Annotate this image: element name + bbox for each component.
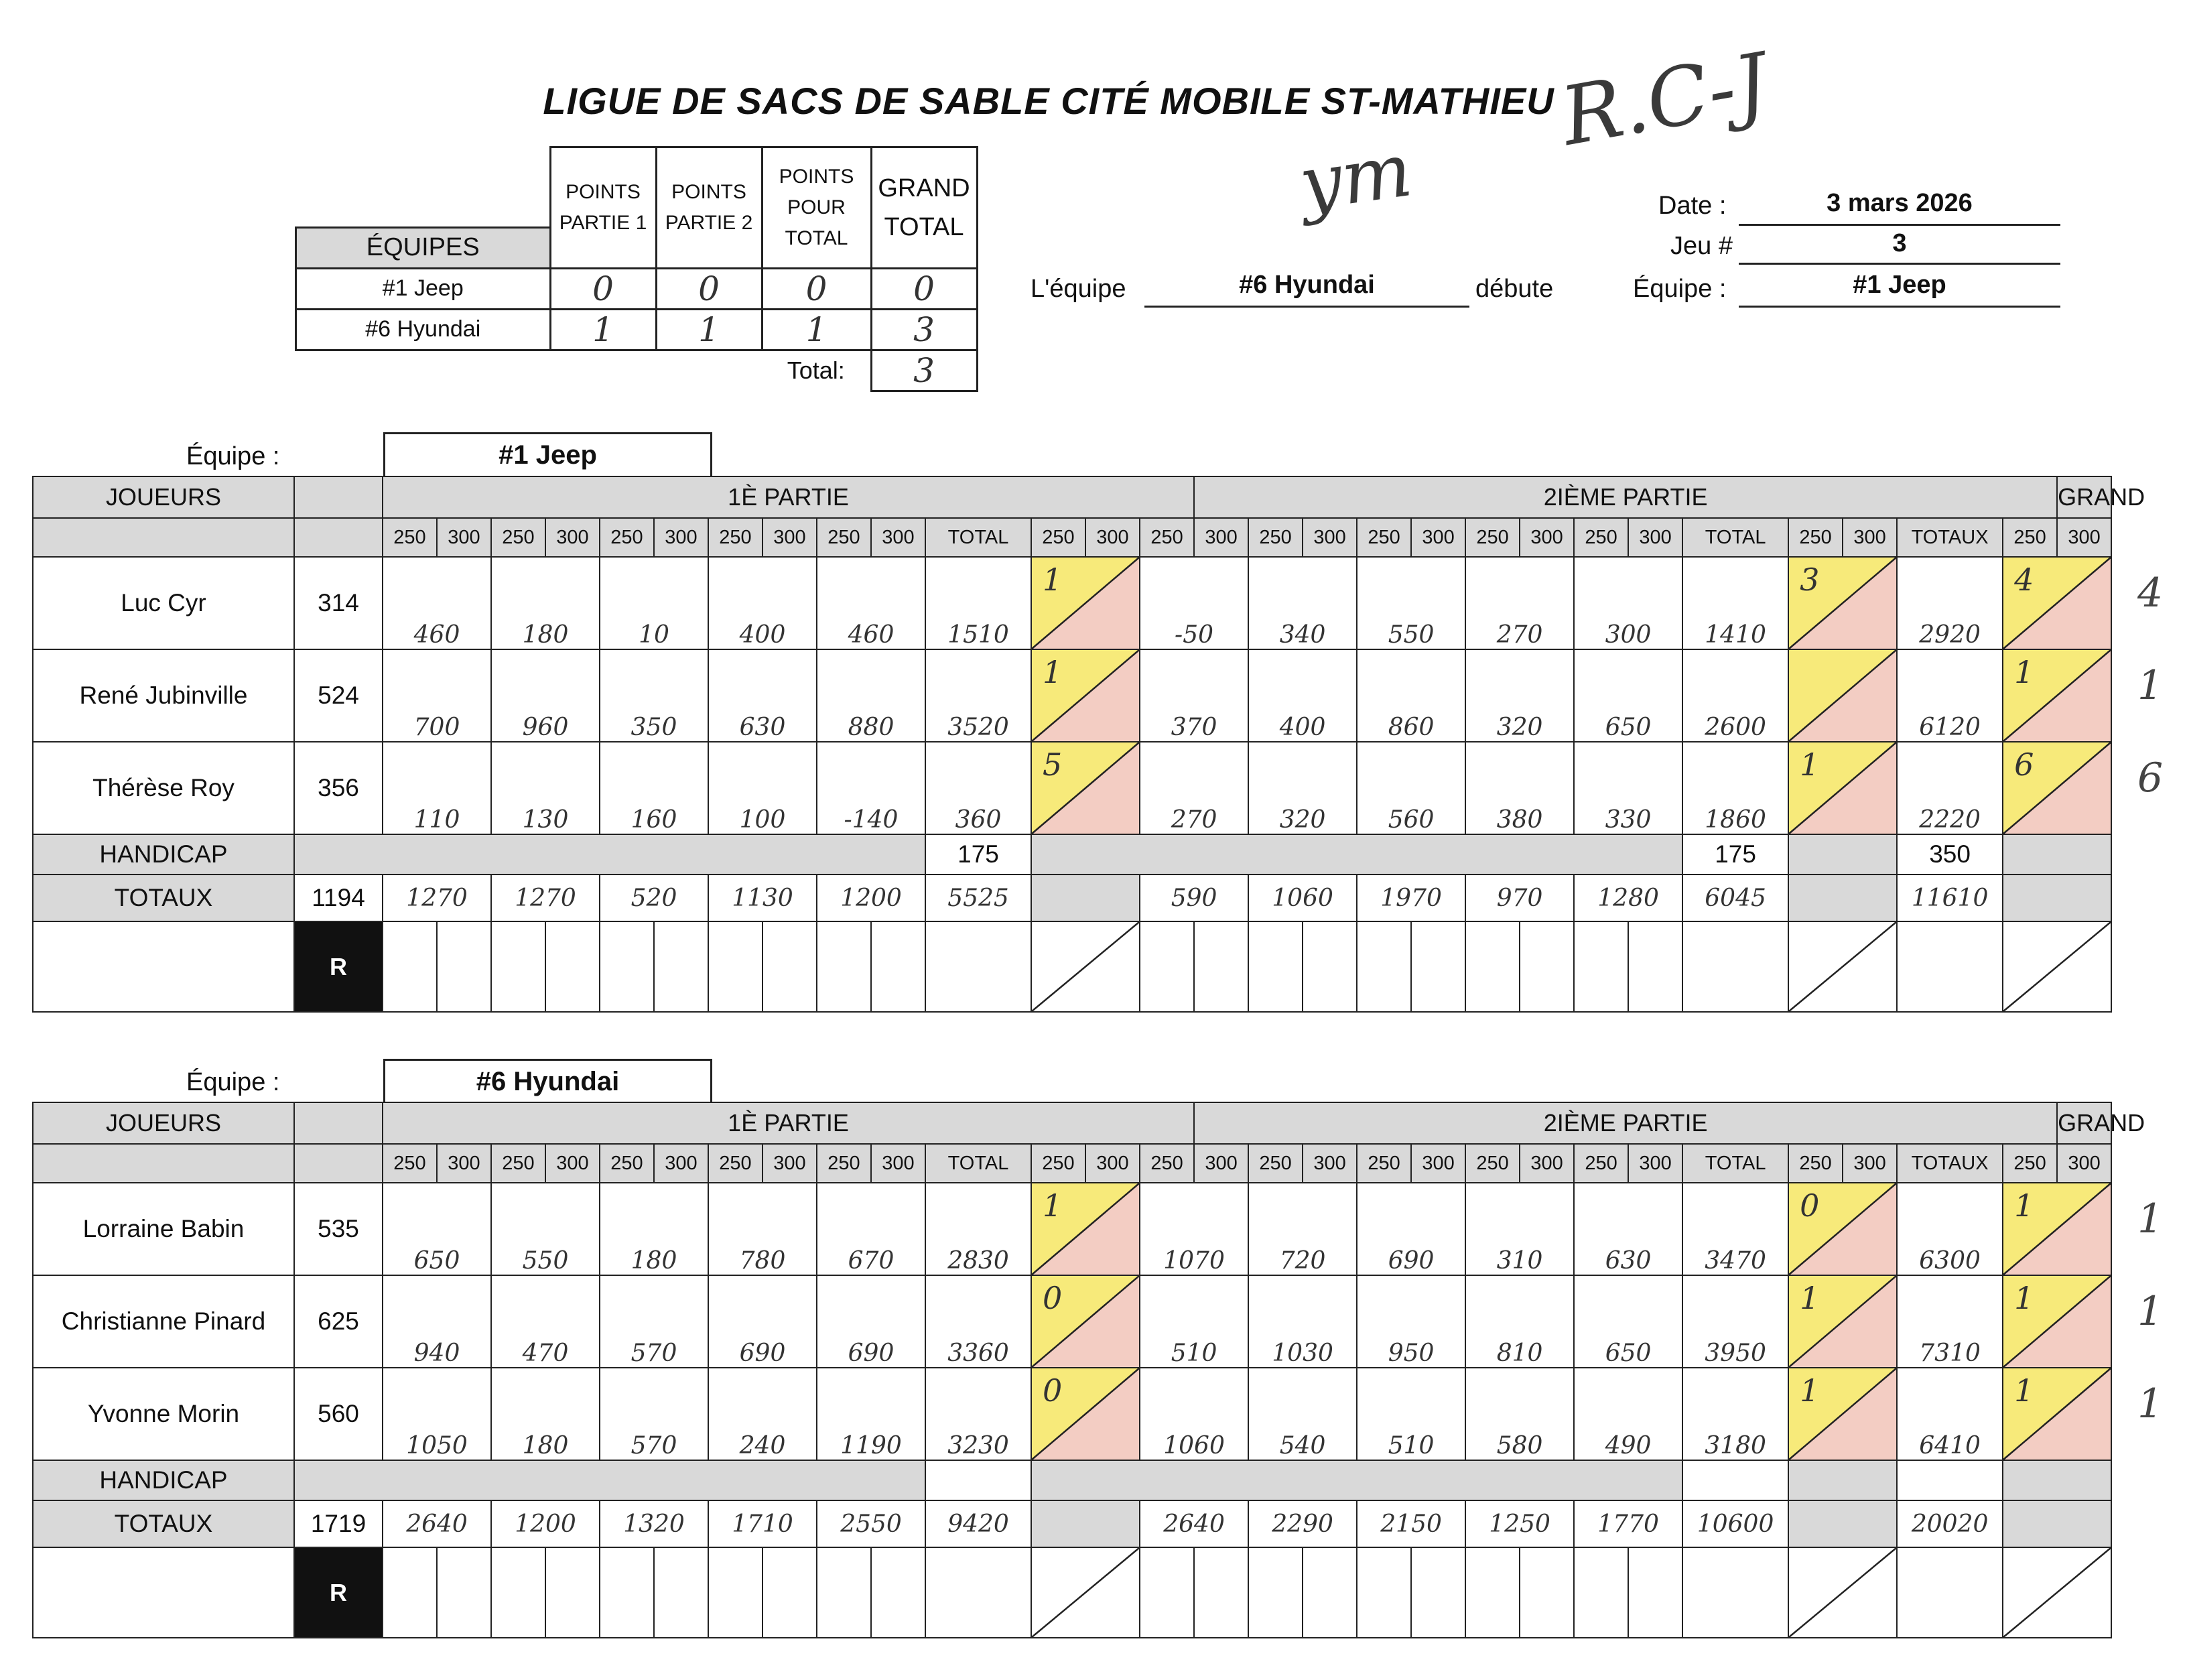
game1-throw-score: 240 [708,1368,817,1460]
game1-throw-score: 570 [600,1275,708,1368]
team2-col-grand-totaux: TOTAUX [1897,1144,2003,1183]
side-tally: 1 [2137,1196,2164,1242]
game2-throw-score: 1030 [1248,1275,1357,1368]
summary-p1-2: 1 [550,309,656,350]
grand-total: 2220 [1897,742,2003,834]
game2-throw-score: 400 [1248,649,1357,742]
totaux-points: 4 [2014,562,2034,598]
game2-points-cell [1788,742,1897,834]
game1-throw-score: 940 [383,1275,491,1368]
totaux-game2-score: 970 [1465,875,1574,921]
team1-col-300: 300 [1411,518,1465,557]
page-title: LIGUE DE SACS DE SABLE CITÉ MOBILE ST-MATHIEU [543,80,1554,122]
empty-split-cell [1788,921,1897,1012]
team1-handicap-game2: 175 [1682,834,1788,875]
team2-handicap-game2 [1682,1460,1788,1500]
totaux-game2-score: 2150 [1357,1500,1465,1547]
game1-throw-score: 1190 [817,1368,925,1460]
game1-throw-score: 670 [817,1183,925,1275]
team1-score-table [32,476,2145,1013]
totaux-grand-total: 11610 [1897,875,2003,921]
game1-throw-score: 470 [491,1275,600,1368]
totaux-game1-score: 1270 [491,875,600,921]
team1-col-250: 250 [708,518,763,557]
team2-col-250: 250 [600,1144,654,1183]
summary-p2-2: 1 [656,309,762,350]
game1-throw-score: 1050 [383,1368,491,1460]
team2-col-300: 300 [1520,1144,1574,1183]
team1-col-250: 250 [1465,518,1520,557]
col-points-pour-total: POINTS POUR TOTAL [762,147,871,269]
game1-throw-score: 690 [817,1275,925,1368]
player-row [33,742,2111,834]
totaux-game1-score: 1270 [383,875,491,921]
player-name: Thérèse Roy [33,742,294,834]
team1-handicap-game1: 175 [925,834,1031,875]
game1-total: 360 [925,742,1031,834]
totaux-game1-score: 520 [600,875,708,921]
player-average: 560 [294,1368,383,1460]
team1-col-250: 250 [1574,518,1628,557]
handwritten-initials-ym: ym [1294,127,1417,227]
team1-col-250: 250 [600,518,654,557]
team2-col-300: 300 [1303,1144,1357,1183]
team2-col-300: 300 [437,1144,491,1183]
game2-throw-score: 720 [1248,1183,1357,1275]
team2-col-250: 250 [1357,1144,1411,1183]
team1-col-total: TOTAL [925,518,1031,557]
team2-col-300: 300 [1194,1144,1248,1183]
team2-col-250: 250 [1465,1144,1520,1183]
player-row [33,1275,2111,1368]
diagonal-split-icon [1032,922,1139,1011]
team2-handicap-label: HANDICAP [33,1460,294,1500]
date-value: 3 mars 2026 [1739,189,2060,226]
game2-throw-score: 580 [1465,1368,1574,1460]
game2-throw-score: 380 [1465,742,1574,834]
team2-equipe-label: Équipe : [186,1068,280,1096]
player-name: René Jubinville [33,649,294,742]
totaux-points: 6 [2014,747,2034,783]
totaux-game2-score: 1280 [1574,875,1682,921]
totaux-game1-score: 1710 [708,1500,817,1547]
team2-col-300: 300 [1843,1144,1897,1183]
game1-throw-score: 400 [708,557,817,649]
equipe-debute-value: #6 Hyundai [1144,271,1469,308]
team2-col-total: TOTAL [1682,1144,1788,1183]
game1-total: 3360 [925,1275,1031,1368]
team1-handicap-grand: 350 [1897,834,2003,875]
team2-name: #6 Hyundai [383,1059,712,1102]
team1-col-250: 250 [383,518,437,557]
totaux-points: 1 [2014,1372,2034,1409]
col-points-partie-2: POINTS PARTIE 2 [656,147,762,269]
team1-partie1-header: 1È PARTIE [383,476,1194,518]
game2-throw-score: -50 [1140,557,1248,649]
game1-points-cell [1031,1368,1140,1460]
game1-throw-score: 570 [600,1368,708,1460]
totaux-game1-score: 1200 [817,875,925,921]
team1-col-250: 250 [491,518,545,557]
game2-points: 1 [1800,747,1820,783]
team2-col-300: 300 [763,1144,817,1183]
team2-totaux-average: 1719 [294,1500,383,1547]
team1-partie2-header: 2IÈME PARTIE [1194,476,2057,518]
game2-points-cell [1788,557,1897,649]
player-average: 314 [294,557,383,649]
totaux-game2-score: 1250 [1465,1500,1574,1547]
player-average: 356 [294,742,383,834]
team2-col-250: 250 [708,1144,763,1183]
game2-points: 1 [1800,1372,1820,1409]
game2-throw-score: 320 [1248,742,1357,834]
team1-col-300: 300 [871,518,925,557]
team1-totaux-average: 1194 [294,875,383,921]
date-label: Date : [1658,192,1727,220]
diagonal-split-icon [1032,1548,1139,1637]
team2-score-table [32,1102,2145,1638]
team1-joueurs-header: JOUEURS [33,476,294,518]
game2-total: 1860 [1682,742,1788,834]
player-name: Lorraine Babin [33,1183,294,1275]
team2-col-total: TOTAL [925,1144,1031,1183]
diagonal-split-icon [2003,922,2111,1011]
game2-throw-score: 340 [1248,557,1357,649]
game2-points-cell [1788,1368,1897,1460]
team1-col-250: 250 [1788,518,1843,557]
team2-totaux-label: TOTAUX [33,1500,294,1547]
handwritten-initials-rcj: R.C-J [1554,36,1775,164]
player-row [33,557,2111,649]
team2-col-300: 300 [2057,1144,2111,1183]
game1-points-cell [1031,557,1140,649]
player-row [33,1183,2111,1275]
totaux-points-cell [2003,1275,2111,1368]
debute-label: débute [1475,275,1554,303]
summary-gt-2: 3 [871,309,977,350]
game2-throw-score: 320 [1465,649,1574,742]
team1-totaux-label: TOTAUX [33,875,294,921]
team1-col-300: 300 [1194,518,1248,557]
game2-throw-score: 690 [1357,1183,1465,1275]
game2-throw-score: 540 [1248,1368,1357,1460]
team1-col-300: 300 [1303,518,1357,557]
game1-total: 2830 [925,1183,1031,1275]
summary-p2-1: 0 [656,268,762,309]
empty-split-cell [1788,1547,1897,1638]
team2-grand-header: GRAND [2057,1102,2111,1144]
team2-col-300: 300 [1411,1144,1465,1183]
summary-total-label: Total: [787,357,845,385]
totaux-points: 1 [2014,1187,2034,1224]
equipe-label: Équipe : [1633,275,1727,303]
game1-points-cell [1031,742,1140,834]
totaux-game1-score: 1130 [708,875,817,921]
team1-col-300: 300 [2057,518,2111,557]
totaux-game1-total: 5525 [925,875,1031,921]
game1-total: 1510 [925,557,1031,649]
summary-total-value: 3 [871,350,977,391]
totaux-game2-total: 6045 [1682,875,1788,921]
team2-col-250: 250 [2003,1144,2057,1183]
team1-col-250: 250 [1031,518,1085,557]
game2-throw-score: 510 [1357,1368,1465,1460]
totaux-game1-score: 1320 [600,1500,708,1547]
team1-col-250: 250 [1248,518,1303,557]
player-row [33,1368,2111,1460]
game2-throw-score: 560 [1357,742,1465,834]
game1-throw-score: 130 [491,742,600,834]
col-grand-total: GRAND TOTAL [871,147,977,269]
team1-col-300: 300 [1628,518,1682,557]
totaux-game2-score: 590 [1140,875,1248,921]
side-tally: 1 [2137,662,2164,709]
game1-throw-score: 460 [383,557,491,649]
game1-total: 3520 [925,649,1031,742]
equipe-debute-label: L'équipe [1031,275,1126,303]
game1-throw-score: 160 [600,742,708,834]
game2-points: 1 [1800,1280,1820,1316]
summary-gt-1: 0 [871,268,977,309]
team2-joueurs-header: JOUEURS [33,1102,294,1144]
team1-col-250: 250 [1140,518,1194,557]
totaux-game2-score: 2640 [1140,1500,1248,1547]
summary-team-1: #1 Jeep [296,268,551,309]
totaux-game1-score: 1200 [491,1500,600,1547]
game2-throw-score: 310 [1465,1183,1574,1275]
game1-throw-score: 180 [491,557,600,649]
game2-throw-score: 510 [1140,1275,1248,1368]
team2-col-250: 250 [1574,1144,1628,1183]
game2-throw-score: 270 [1140,742,1248,834]
game1-throw-score: 630 [708,649,817,742]
game2-total: 1410 [1682,557,1788,649]
game2-throw-score: 650 [1574,1275,1682,1368]
team1-col-total: TOTAL [1682,518,1788,557]
team1-col-250: 250 [817,518,871,557]
game2-throw-score: 300 [1574,557,1682,649]
game1-total: 3230 [925,1368,1031,1460]
team2-col-250: 250 [817,1144,871,1183]
team2-col-250: 250 [1248,1144,1303,1183]
totaux-game1-score: 2640 [383,1500,491,1547]
diagonal-split-icon [1789,650,1896,741]
game1-throw-score: 780 [708,1183,817,1275]
game1-throw-score: -140 [817,742,925,834]
team1-col-300: 300 [763,518,817,557]
game2-points: 3 [1800,562,1820,598]
totaux-points-cell [2003,1368,2111,1460]
game1-points-cell [1031,1275,1140,1368]
team1-col-300: 300 [654,518,708,557]
team1-col-300: 300 [1085,518,1140,557]
game2-throw-score: 810 [1465,1275,1574,1368]
totaux-points-cell [2003,742,2111,834]
game2-points: 0 [1800,1187,1820,1224]
game2-total: 2600 [1682,649,1788,742]
team2-col-250: 250 [1788,1144,1843,1183]
team2-col-300: 300 [871,1144,925,1183]
totaux-game2-score: 1970 [1357,875,1465,921]
side-tally: 1 [2137,1380,2164,1427]
equipe-value: #1 Jeep [1739,271,2060,308]
diagonal-split-icon [1789,922,1896,1011]
game2-throw-score: 330 [1574,742,1682,834]
empty-split-cell [2003,921,2111,1012]
totaux-points-cell [2003,557,2111,649]
col-points-partie-1: POINTS PARTIE 1 [550,147,656,269]
team2-handicap-grand [1897,1460,2003,1500]
totaux-points: 1 [2014,654,2034,690]
game1-throw-score: 700 [383,649,491,742]
game2-total: 3950 [1682,1275,1788,1368]
game1-points: 1 [1043,1187,1063,1224]
game1-throw-score: 550 [491,1183,600,1275]
totaux-points-cell [2003,649,2111,742]
game2-total: 3180 [1682,1368,1788,1460]
game1-points: 0 [1043,1280,1063,1316]
summary-table [295,146,978,392]
grand-total: 6120 [1897,649,2003,742]
team1-col-250: 250 [1357,518,1411,557]
empty-split-cell [1031,1547,1140,1638]
player-average: 625 [294,1275,383,1368]
game1-throw-score: 180 [600,1183,708,1275]
game2-throw-score: 860 [1357,649,1465,742]
team2-col-300: 300 [545,1144,600,1183]
team2-col-300: 300 [1628,1144,1682,1183]
game2-throw-score: 1060 [1140,1368,1248,1460]
totaux-game2-score: 1770 [1574,1500,1682,1547]
side-tally: 4 [2137,570,2164,617]
game2-total: 3470 [1682,1183,1788,1275]
team2-col-250: 250 [383,1144,437,1183]
team1-col-300: 300 [1843,518,1897,557]
team1-r-row [33,921,2111,1012]
player-name: Christianne Pinard [33,1275,294,1368]
game2-throw-score: 490 [1574,1368,1682,1460]
team1-col-300: 300 [1520,518,1574,557]
game1-throw-score: 460 [817,557,925,649]
game2-points-cell [1788,1275,1897,1368]
team1-col-300: 300 [437,518,491,557]
game1-throw-score: 960 [491,649,600,742]
game2-throw-score: 950 [1357,1275,1465,1368]
team1-equipe-label: Équipe : [186,442,280,470]
team1-handicap-label: HANDICAP [33,834,294,875]
team1-col-grand-totaux: TOTAUX [1897,518,2003,557]
totaux-game2-score: 2290 [1248,1500,1357,1547]
game1-throw-score: 880 [817,649,925,742]
game2-throw-score: 1070 [1140,1183,1248,1275]
team1-col-300: 300 [545,518,600,557]
grand-total: 2920 [1897,557,2003,649]
game1-points: 0 [1043,1372,1063,1409]
team2-r-box: R [294,1547,383,1638]
team1-col-250: 250 [2003,518,2057,557]
game2-throw-score: 650 [1574,649,1682,742]
team2-r-row [33,1547,2111,1638]
game1-points: 1 [1043,654,1063,690]
totaux-game2-score: 1060 [1248,875,1357,921]
jeu-value: 3 [1739,229,2060,265]
game2-throw-score: 630 [1574,1183,1682,1275]
totaux-points-cell [2003,1183,2111,1275]
player-average: 535 [294,1183,383,1275]
summary-p1-1: 0 [550,268,656,309]
game2-throw-score: 370 [1140,649,1248,742]
team1-r-box: R [294,921,383,1012]
game1-throw-score: 110 [383,742,491,834]
totaux-game2-total: 10600 [1682,1500,1788,1547]
game2-throw-score: 270 [1465,557,1574,649]
game2-points-cell [1788,649,1897,742]
team2-col-250: 250 [1031,1144,1085,1183]
team1-name: #1 Jeep [383,432,712,476]
game1-points: 5 [1043,747,1063,783]
player-name: Luc Cyr [33,557,294,649]
summary-pt-1: 0 [762,268,871,309]
player-average: 524 [294,649,383,742]
grand-total: 6410 [1897,1368,2003,1460]
game1-points-cell [1031,1183,1140,1275]
diagonal-split-icon [1789,1548,1896,1637]
game1-points: 1 [1043,562,1063,598]
diagonal-split-icon [2003,1548,2111,1637]
grand-total: 6300 [1897,1183,2003,1275]
totaux-game1-total: 9420 [925,1500,1031,1547]
game2-points-cell [1788,1183,1897,1275]
totaux-points: 1 [2014,1280,2034,1316]
summary-pt-2: 1 [762,309,871,350]
game1-throw-score: 180 [491,1368,600,1460]
team1-grand-header: GRAND [2057,476,2111,518]
game1-throw-score: 690 [708,1275,817,1368]
side-tally: 6 [2137,755,2164,801]
grand-total: 7310 [1897,1275,2003,1368]
empty-split-cell [2003,1547,2111,1638]
empty-split-cell [1031,921,1140,1012]
game1-throw-score: 650 [383,1183,491,1275]
team2-handicap-game1 [925,1460,1031,1500]
side-tally: 1 [2137,1288,2164,1335]
team2-col-250: 250 [491,1144,545,1183]
game1-throw-score: 10 [600,557,708,649]
team2-partie2-header: 2IÈME PARTIE [1194,1102,2057,1144]
game1-throw-score: 350 [600,649,708,742]
jeu-label: Jeu # [1670,232,1733,260]
game2-throw-score: 550 [1357,557,1465,649]
player-row [33,649,2111,742]
player-name: Yvonne Morin [33,1368,294,1460]
team2-col-300: 300 [1085,1144,1140,1183]
team2-col-250: 250 [1140,1144,1194,1183]
team2-col-300: 300 [654,1144,708,1183]
totaux-grand-total: 20020 [1897,1500,2003,1547]
col-equipes: ÉQUIPES [296,227,551,268]
summary-team-2: #6 Hyundai [296,309,551,350]
game1-throw-score: 100 [708,742,817,834]
totaux-game1-score: 2550 [817,1500,925,1547]
team2-partie1-header: 1È PARTIE [383,1102,1194,1144]
game1-points-cell [1031,649,1140,742]
